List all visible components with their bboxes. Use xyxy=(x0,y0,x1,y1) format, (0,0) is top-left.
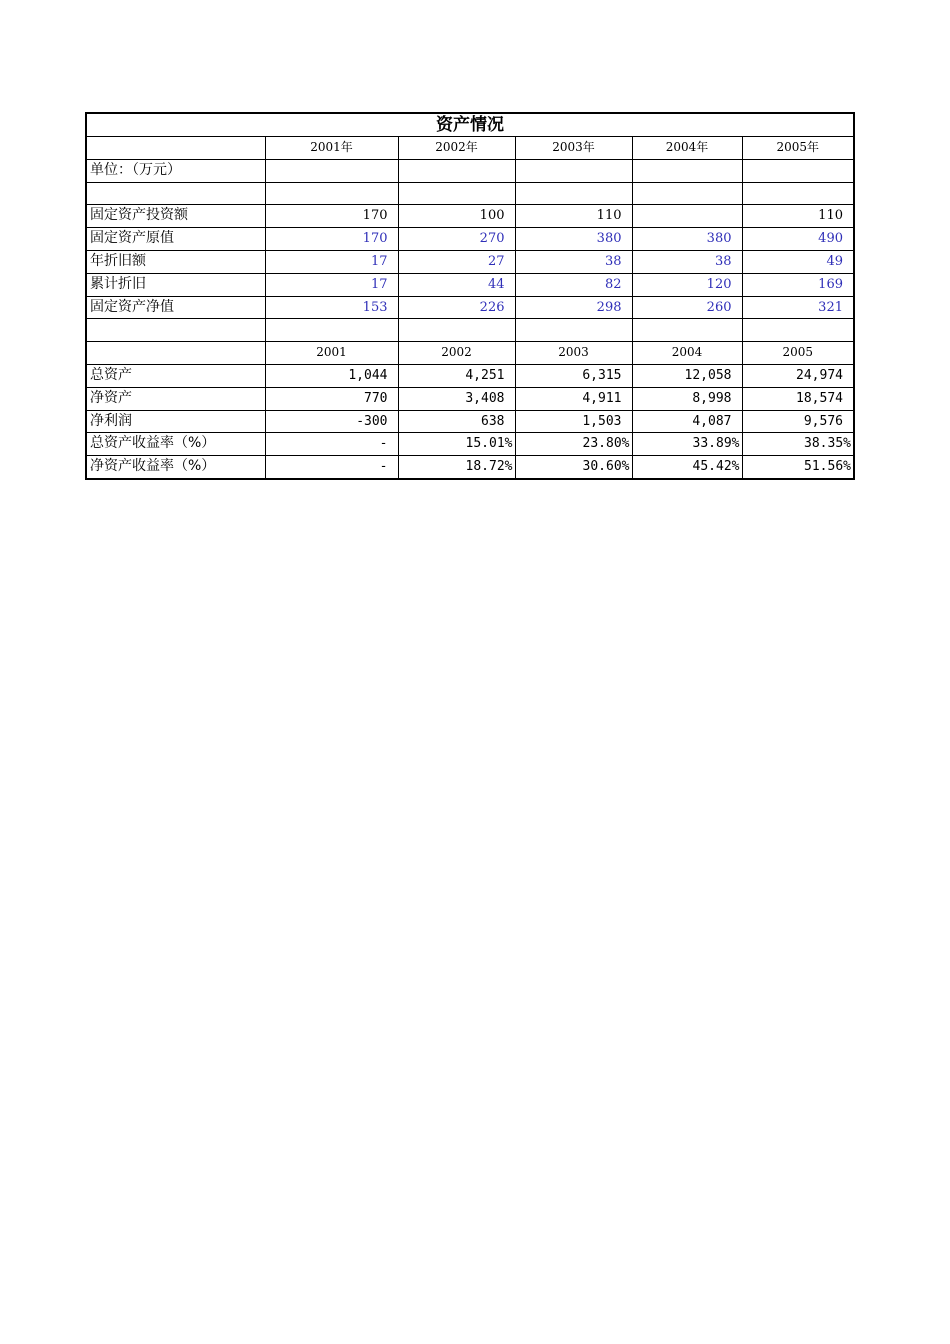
cell-value: 380 xyxy=(515,228,632,251)
cell-value: 170 xyxy=(265,205,398,228)
row-label: 净资产收益率（%） xyxy=(86,456,265,479)
blank-row xyxy=(86,319,854,342)
cell-value: 6,315 xyxy=(515,364,632,387)
cell-value: 44 xyxy=(398,273,515,296)
row-label: 总资产 xyxy=(86,364,265,387)
year-header: 2001 xyxy=(265,342,398,365)
cell-value: 18,574 xyxy=(742,387,854,410)
year-header: 2005年 xyxy=(742,137,854,160)
year-header: 2002 xyxy=(398,342,515,365)
table-row xyxy=(86,410,854,433)
cell-value: 4,251 xyxy=(398,364,515,387)
cell-value: 24,974 xyxy=(742,364,854,387)
empty-cell xyxy=(398,159,515,182)
unit-label: 单位：（万元） xyxy=(86,159,265,182)
cell-value: 260 xyxy=(632,296,742,319)
cell-value: 170 xyxy=(265,228,398,251)
empty-cell xyxy=(86,342,265,365)
cell-value xyxy=(632,205,742,228)
cell-value: 51.56% xyxy=(742,456,854,479)
cell-value: 3,408 xyxy=(398,387,515,410)
cell-value: 169 xyxy=(742,273,854,296)
cell-value: 23.80% xyxy=(515,433,632,456)
table-row xyxy=(86,205,854,228)
cell-value: 270 xyxy=(398,228,515,251)
cell-value: 490 xyxy=(742,228,854,251)
cell-value: 27 xyxy=(398,250,515,273)
table-title: 资产情况 xyxy=(86,113,854,137)
row-label: 累计折旧 xyxy=(86,273,265,296)
cell-value: 226 xyxy=(398,296,515,319)
empty-cell xyxy=(265,159,398,182)
cell-value: 1,044 xyxy=(265,364,398,387)
cell-value: 49 xyxy=(742,250,854,273)
cell-value: 1,503 xyxy=(515,410,632,433)
cell-value: - xyxy=(265,456,398,479)
cell-value: 17 xyxy=(265,250,398,273)
row-label: 年折旧额 xyxy=(86,250,265,273)
table-row xyxy=(86,456,854,479)
year-header: 2005 xyxy=(742,342,854,365)
cell-value: 638 xyxy=(398,410,515,433)
row-label: 固定资产原值 xyxy=(86,228,265,251)
row-label: 总资产收益率（%） xyxy=(86,433,265,456)
table-row xyxy=(86,364,854,387)
unit-row xyxy=(86,159,854,182)
empty-cell xyxy=(742,159,854,182)
cell-value: 380 xyxy=(632,228,742,251)
year-header-row xyxy=(86,137,854,160)
table-row xyxy=(86,387,854,410)
cell-value: -300 xyxy=(265,410,398,433)
table-row xyxy=(86,250,854,273)
year-header: 2003 xyxy=(515,342,632,365)
cell-value: 45.42% xyxy=(632,456,742,479)
cell-value: - xyxy=(265,433,398,456)
cell-value: 110 xyxy=(515,205,632,228)
row-label: 净利润 xyxy=(86,410,265,433)
cell-value: 321 xyxy=(742,296,854,319)
cell-value: 30.60% xyxy=(515,456,632,479)
cell-value: 298 xyxy=(515,296,632,319)
row-label: 净资产 xyxy=(86,387,265,410)
table-row xyxy=(86,296,854,319)
blank-row xyxy=(86,182,854,205)
year-header: 2001年 xyxy=(265,137,398,160)
cell-value: 17 xyxy=(265,273,398,296)
cell-value: 38 xyxy=(632,250,742,273)
year-header: 2002年 xyxy=(398,137,515,160)
cell-value: 12,058 xyxy=(632,364,742,387)
asset-table xyxy=(85,112,855,480)
empty-cell xyxy=(632,159,742,182)
table-row xyxy=(86,273,854,296)
year-header: 2004 xyxy=(632,342,742,365)
cell-value: 8,998 xyxy=(632,387,742,410)
cell-value: 15.01% xyxy=(398,433,515,456)
table-row xyxy=(86,228,854,251)
year-header: 2003年 xyxy=(515,137,632,160)
cell-value: 770 xyxy=(265,387,398,410)
cell-value: 38 xyxy=(515,250,632,273)
cell-value: 38.35% xyxy=(742,433,854,456)
cell-value: 100 xyxy=(398,205,515,228)
cell-value: 110 xyxy=(742,205,854,228)
title-row xyxy=(86,113,854,137)
empty-cell xyxy=(515,159,632,182)
empty-cell xyxy=(86,137,265,160)
table-row xyxy=(86,433,854,456)
cell-value: 4,911 xyxy=(515,387,632,410)
cell-value: 18.72% xyxy=(398,456,515,479)
cell-value: 9,576 xyxy=(742,410,854,433)
cell-value: 4,087 xyxy=(632,410,742,433)
year-header-row xyxy=(86,342,854,365)
cell-value: 120 xyxy=(632,273,742,296)
year-header: 2004年 xyxy=(632,137,742,160)
cell-value: 82 xyxy=(515,273,632,296)
cell-value: 33.89% xyxy=(632,433,742,456)
row-label: 固定资产投资额 xyxy=(86,205,265,228)
row-label: 固定资产净值 xyxy=(86,296,265,319)
cell-value: 153 xyxy=(265,296,398,319)
